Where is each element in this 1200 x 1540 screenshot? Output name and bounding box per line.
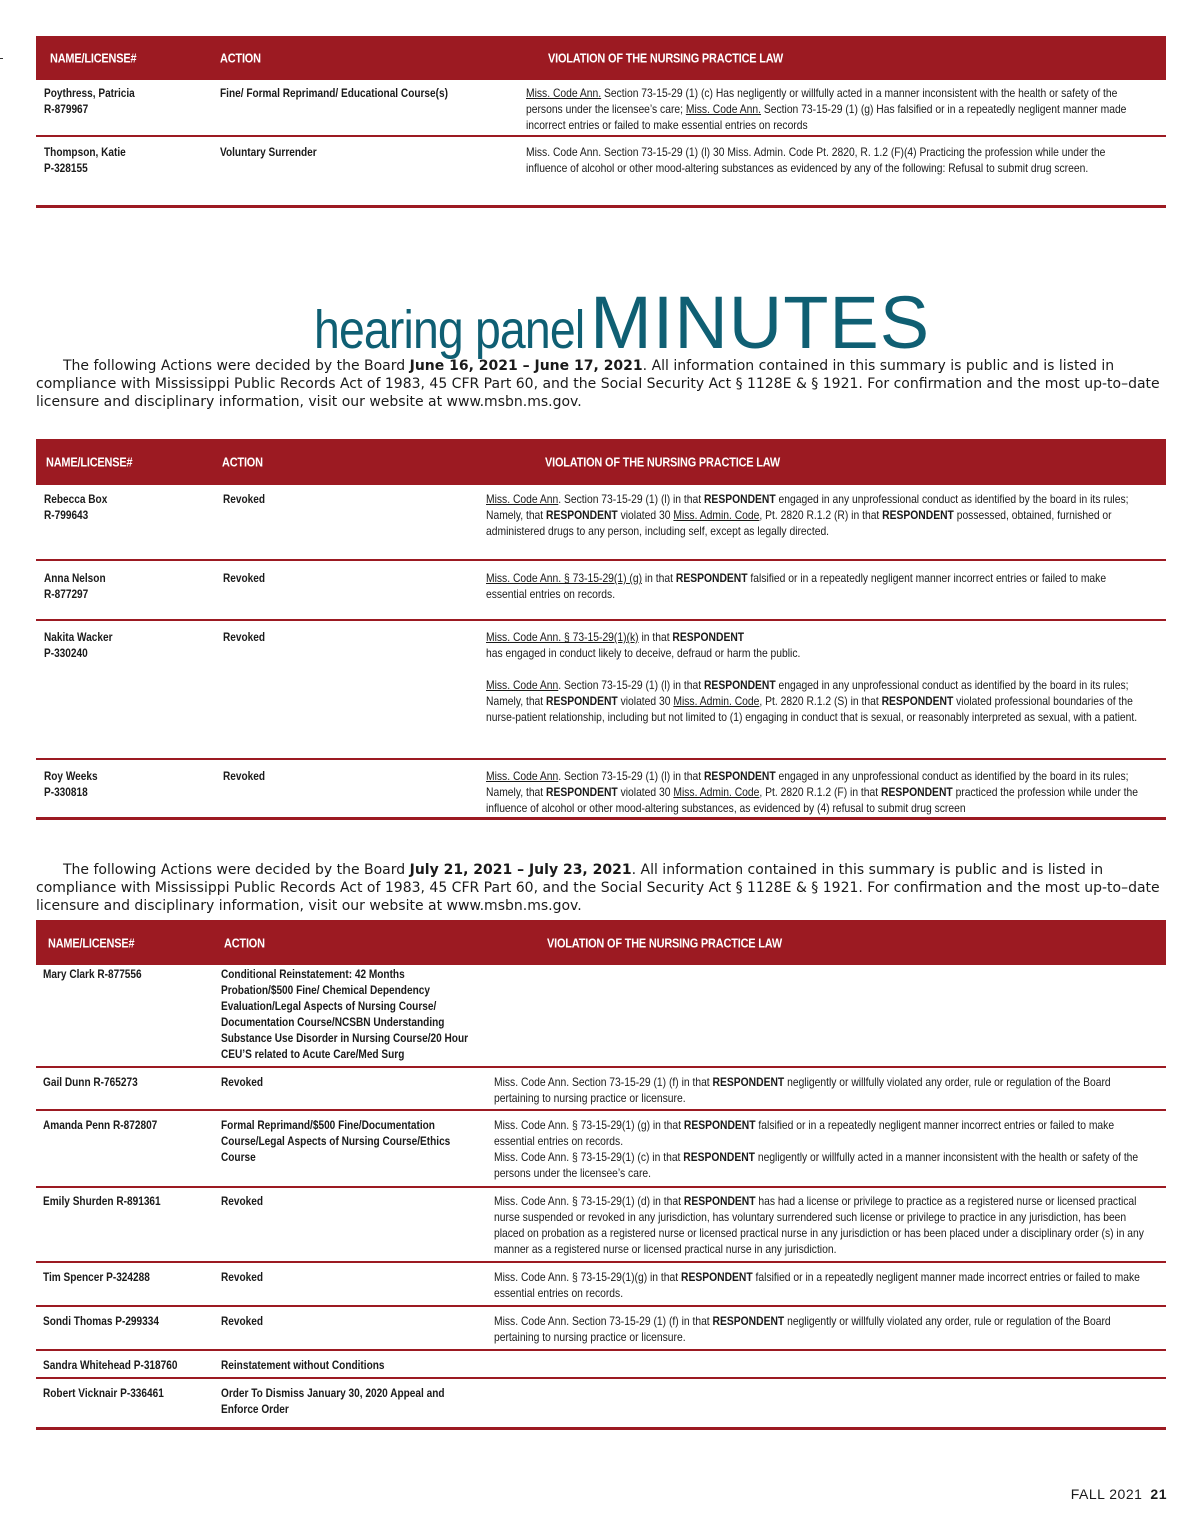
meeting-dates: July 21, 2021 – July 23, 2021 bbox=[409, 862, 632, 878]
column-header-violation: VIOLATION OF THE NURSING PRACTICE LAW bbox=[545, 454, 781, 470]
violation-text: Miss. Code Ann. § 73-15-29(1)(g) in that RESPONDENT falsified or in a repeatedly negligent manner made incorrect entries or failed to make essential entries on records. bbox=[494, 1270, 1140, 1300]
page-footer bbox=[1071, 1486, 1167, 1502]
column-header-violation: VIOLATION OF THE NURSING PRACTICE LAW bbox=[548, 50, 784, 66]
respondent-name: Anna Nelson bbox=[44, 571, 106, 585]
disciplinary-table-3 bbox=[36, 920, 1166, 1430]
respondent-name: Mary Clark R-877556 bbox=[43, 967, 142, 981]
table-row bbox=[36, 1379, 1166, 1430]
table-row bbox=[36, 1351, 1166, 1379]
license-number: R-879967 bbox=[44, 102, 89, 116]
action-text: Revoked bbox=[221, 1314, 264, 1328]
respondent-name: Roy Weeks bbox=[44, 769, 98, 783]
action-text: Revoked bbox=[223, 571, 266, 585]
violation-text: Miss. Code Ann. § 73-15-29(1)(k) in that RESPONDENT has engaged in conduct likely to deceive, defraud or harm the public. Miss. Code Ann. Section 73-15-29 (1) (l) in that RESPONDENT engaged in any unprofessional conduct as identified by the board in its rules; Namely, that RESPONDENT violated 30 Miss. Admin. Code, Pt. 2820 R.1.2 (S) in that RESPONDENT violated professional boundaries of the nurse-patient relationship, including but not limited to (1) engaging in conduct that is sexual, or reasonably interpreted as sexual, with a patient. bbox=[486, 630, 1138, 724]
license-number: P-330240 bbox=[44, 646, 88, 660]
crop-mark bbox=[0, 58, 3, 59]
violation-text: Miss. Code Ann. § 73-15-29(1) (g) in that RESPONDENT falsified or in a repeatedly negligent manner incorrect entries or failed to make essential entries on records. bbox=[486, 571, 1107, 601]
action-text: Revoked bbox=[223, 630, 266, 644]
respondent-name: Sandra Whitehead P-318760 bbox=[43, 1358, 178, 1372]
respondent-name: Robert Vicknair P-336461 bbox=[43, 1386, 164, 1400]
license-number: P-330818 bbox=[44, 785, 88, 799]
page-title bbox=[0, 280, 1200, 365]
violation-text: Miss. Code Ann. Section 73-15-29 (1) (c) Has negligently or willfully acted in a manner inconsistent with the health or safety of the persons under the licensee’s care; Miss. Code Ann. Section 73-15-29 (1) (g) Has falsified or in a repeatedly negligent manner made incorrect entries or failed to make essential entries on records bbox=[526, 86, 1127, 132]
table-row bbox=[36, 1188, 1166, 1263]
column-header-action: ACTION bbox=[222, 454, 263, 470]
intro-paragraph-july: The following Actions were decided by the Board July 21, 2021 – July 23, 2021. All information contained in this summary is public and is listed in compliance with Mississippi Public Records Act of 1983, 45 CFR Part 60, and the Social Security Act § 1128E & § 1921. For confirmation and the most up-to–date licensure and disciplinary information, visit our website at www.msbn.ms.gov. bbox=[36, 862, 1160, 914]
action-text: Revoked bbox=[223, 492, 266, 506]
action-text: Fine/ Formal Reprimand/ Educational Course(s) bbox=[220, 86, 448, 100]
violation-text: Miss. Code Ann. Section 73-15-29 (1) (f) in that RESPONDENT negligently or willfully violated any order, rule or regulation of the Board pertaining to nursing practice or licensure. bbox=[494, 1075, 1111, 1105]
disciplinary-table-2 bbox=[36, 439, 1166, 820]
respondent-name: Sondi Thomas P-299334 bbox=[43, 1314, 159, 1328]
violation-text: Miss. Code Ann. Section 73-15-29 (1) (l) in that RESPONDENT engaged in any unprofessional conduct as identified by the board in its rules; Namely, that RESPONDENT violated 30 Miss. Admin. Code, Pt. 2820 R.1.2 (R) in that RESPONDENT possessed, obtained, furnished or administered drugs to any person, including self, except as legally directed. bbox=[486, 492, 1129, 538]
meeting-dates: June 16, 2021 – June 17, 2021 bbox=[409, 358, 643, 374]
column-header-action: ACTION bbox=[220, 50, 261, 66]
table-row bbox=[36, 485, 1166, 561]
action-text: Voluntary Surrender bbox=[220, 145, 317, 159]
license-number: R-877297 bbox=[44, 587, 89, 601]
table-row bbox=[36, 760, 1166, 820]
license-number: P-328155 bbox=[44, 161, 88, 175]
table-row bbox=[36, 1263, 1166, 1307]
violation-text: Miss. Code Ann. Section 73-15-29 (1) (f) in that RESPONDENT negligently or willfully violated any order, rule or regulation of the Board pertaining to nursing practice or licensure. bbox=[494, 1314, 1111, 1344]
respondent-name: Nakita Wacker bbox=[44, 630, 113, 644]
title-minutes: MINUTES bbox=[590, 281, 931, 364]
table-header bbox=[36, 36, 1166, 80]
table-row bbox=[36, 561, 1166, 621]
title-hearing-panel: hearing panel bbox=[313, 300, 585, 360]
page-number: 21 bbox=[1150, 1486, 1167, 1502]
action-text: Reinstatement without Conditions bbox=[221, 1358, 385, 1372]
issue-label: FALL 2021 bbox=[1070, 1486, 1143, 1502]
intro-paragraph-june: The following Actions were decided by the Board June 16, 2021 – June 17, 2021. All information contained in this summary is public and is listed in compliance with Mississippi Public Records Act of 1983, 45 CFR Part 60, and the Social Security Act § 1128E & § 1921. For confirmation and the most up-to–date licensure and disciplinary information, visit our website at www.msbn.ms.gov. bbox=[36, 358, 1160, 410]
table-row bbox=[36, 965, 1166, 1068]
action-text: Revoked bbox=[221, 1270, 264, 1284]
table-row bbox=[36, 1068, 1166, 1111]
respondent-name: Amanda Penn R-872807 bbox=[43, 1118, 158, 1132]
disciplinary-table-1 bbox=[36, 36, 1166, 208]
action-text: Formal Reprimand/$500 Fine/Documentation Course/Legal Aspects of Nursing Course/Ethics Course bbox=[221, 1118, 451, 1164]
violation-text: Miss. Code Ann. § 73-15-29(1) (d) in that RESPONDENT has had a license or privilege to practice as a registered nurse or licensed practical nurse suspended or revoked in any jurisdiction, has voluntary surrendered such license or privilege to practice in any jurisdiction, has been placed on probation as a registered nurse or licensed practical nurse in any jurisdiction or has been placed under a disciplinary order (s) in any manner as a registered nurse or licensed practical nurse in any jurisdiction. bbox=[494, 1194, 1144, 1256]
action-text: Conditional Reinstatement: 42 Months Probation/$500 Fine/ Chemical Dependency Evaluation/Legal Aspects of Nursing Course/ Documentation Course/NCSBN Understanding Substance Use Disorder in Nursing Course/20 Hour CEU’S related to Acute Care/Med Surg bbox=[221, 967, 469, 1061]
column-header-action: ACTION bbox=[224, 935, 265, 950]
license-number: R-799643 bbox=[44, 508, 89, 522]
table-row bbox=[36, 1111, 1166, 1188]
table-row bbox=[36, 137, 1166, 208]
table-header bbox=[36, 920, 1166, 965]
column-header-name: NAME/LICENSE# bbox=[46, 454, 133, 470]
action-text: Revoked bbox=[221, 1075, 264, 1089]
action-text: Order To Dismiss January 30, 2020 Appeal and Enforce Order bbox=[221, 1386, 445, 1416]
column-header-violation: VIOLATION OF THE NURSING PRACTICE LAW bbox=[547, 935, 783, 950]
column-header-name: NAME/LICENSE# bbox=[50, 50, 137, 66]
respondent-name: Gail Dunn R-765273 bbox=[43, 1075, 138, 1089]
table-header bbox=[36, 439, 1166, 485]
column-header-name: NAME/LICENSE# bbox=[48, 935, 135, 950]
table-row bbox=[36, 80, 1166, 137]
respondent-name: Tim Spencer P-324288 bbox=[43, 1270, 150, 1284]
table-row bbox=[36, 1307, 1166, 1351]
action-text: Revoked bbox=[223, 769, 266, 783]
respondent-name: Emily Shurden R-891361 bbox=[43, 1194, 161, 1208]
respondent-name: Poythress, Patricia bbox=[44, 86, 135, 100]
table-row bbox=[36, 621, 1166, 760]
violation-text: Miss. Code Ann. § 73-15-29(1) (g) in that RESPONDENT falsified or in a repeatedly negligent manner incorrect entries or failed to make essential entries on records. Miss. Code Ann. § 73-15-29(1) (c) in that RESPONDENT negligently or willfully acted in a manner inconsistent with the health or safety of the persons under the licensee’s care. bbox=[494, 1118, 1139, 1180]
violation-text: Miss. Code Ann. Section 73-15-29 (1) (l) 30 Miss. Admin. Code Pt. 2820, R. 1.2 (F)(4) Practicing the profession while under the influence of alcohol or other mood-altering substances as evidenced by any of the following: Refusal to submit drug screen. bbox=[526, 145, 1106, 175]
action-text: Revoked bbox=[221, 1194, 264, 1208]
respondent-name: Thompson, Katie bbox=[44, 145, 126, 159]
respondent-name: Rebecca Box bbox=[44, 492, 108, 506]
violation-text: Miss. Code Ann. Section 73-15-29 (1) (l) in that RESPONDENT engaged in any unprofessional conduct as identified by the board in its rules; Namely, that RESPONDENT violated 30 Miss. Admin. Code, Pt. 2820 R.1.2 (F) in that RESPONDENT practiced the profession while under the influence of alcohol or other mood-altering substances, as evidenced by (4) refusal to submit drug screen bbox=[486, 769, 1139, 815]
